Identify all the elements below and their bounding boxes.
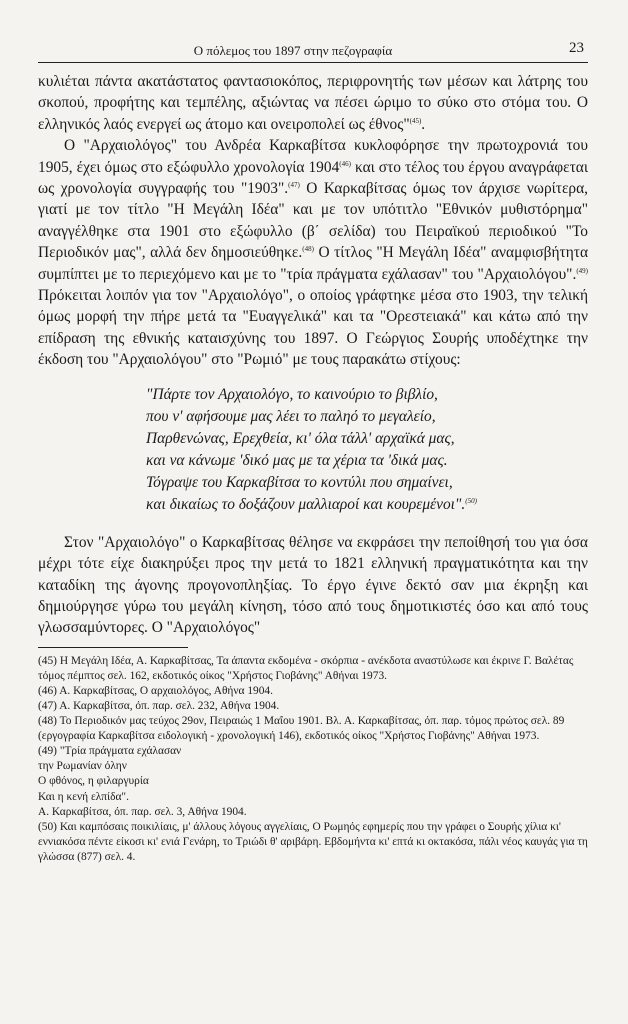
footnote-ref-46: (46)	[339, 159, 351, 168]
footnote-49	[38, 744, 588, 819]
main-text	[38, 71, 588, 639]
page	[38, 40, 588, 865]
paragraph-2: Ο "Αρχαιολόγος" του Ανδρέα Καρκαβίτσα κυκλοφόρησε την πρωτοχρονιά του 1905, έχει όμως στο εξώφυλλο χρονολογία 1904$^{(46)}$ και στο τέλος του έργου αναγράφεται ως χρονολογία συγγραφής του "1903".$^{(47)}$ Ο Καρκαβίτσας όμως τον άρχισε νωρίτερα, γιατί με τον τίτλο "Η Μεγάλη Ιδέα" και με τον υπότιτλο "Εθνικόν μυθιστόρημα" αναγγέλθηκε στα 1901 στο εξώφυλλο (β΄ σελίδα) του Πειραϊκού περιοδικού "Το Περιοδικόν μας", αλλά δεν δημοσιεύθηκε.$^{(48)}$ Ο τίτλος "Η Μεγάλη Ιδέα" αναμφισβήτητα συμπίπτει με το περιεχόμενο και με το "τρία πράγματα εχάλασαν" του "Αρχαιολόγου".$^{(49)}$ Πρόκειται λοιπόν για τον "Αρχαιολόγο", ο οποίος γράφτηκε μέσα στο 1903, την τελική όμως μορφή την πήρε μετά τα "Ευαγγελικά" και τα "Ορεστειακά" και κάτω από την επίδραση της εθνικής καταισχύνης του 1897. Ο Γεώργιος Σουρής υποδέχτηκε την έκδοση του "Αρχαιολόγου" στο "Ρωμιό" με τους παρακάτω στίχους:	[38, 137, 589, 369]
poem-quote	[146, 384, 588, 516]
footnote-48: (48) Το Περιοδικόν μας τεύχος 29ον, Πειραιώς 1 Μαΐου 1901. Βλ. Α. Καρκαβίτσας, όπ. παρ. τόμος πρώτος σελ. 89 (εργογραφία Καρκαβίτσα ειδολογική - χρονολογική 146), εκδοτικός οίκος "Χρήστος Γιοβάνης" Αθήναι 1973.	[38, 715, 565, 743]
paragraph-1: κυλιέται πάντα ακατάστατος φαντασιοκόπος, περιφρονητής των μέσων και λάτρης του σκοπού, προφήτης και τεμπέλης, αξιώντας να πέσει ώριμο το σύκο στο στόμα του. Ο ελληνικός λαός ενεργεί ως άτομο και ονειροπολεί ως έθνος"$^{(45)}$.	[38, 73, 588, 133]
footnote-49-line: Και η κενή ελπίδα".	[38, 790, 129, 803]
footnote-49-line: (49) "Τρία πράγματα εχάλασαν	[38, 745, 182, 758]
poem-line: και να κάνωμε 'δικό μας με τα χέρια τα 'δικά μας.	[146, 451, 448, 469]
footnote-ref-49: (49)	[576, 266, 588, 275]
poem-line: "Πάρτε τον Αρχαιολόγο, το καινούριο το βιβλίο,	[146, 385, 438, 403]
footnote-ref-45: (45)	[409, 116, 422, 125]
footnote-49-line: την Ρωμανίαν όλην	[38, 760, 127, 773]
poem-line: Παρθενώνας, Ερεχθεία, κι' όλα τάλλ' αρχαϊκά μας,	[146, 429, 455, 447]
footnote-ref-47: (47)	[288, 180, 300, 189]
footnote-49-line: Α. Καρκαβίτσα, όπ. παρ. σελ. 3, Αθήνα 1904.	[38, 805, 247, 818]
poem-line-last: και δικαίως το δοξάζουν μαλλιαροί και κουρεμένοι".$^{(50)}$	[146, 495, 477, 513]
footnote-45: (45) Η Μεγάλη Ιδέα, Α. Καρκαβίτσας, Τα άπαντα εκδομένα - σκόρπια - ανέκδοτα αναστύλωσε και έκρινε Γ. Βαλέτας τόμος πέμπτος σελ. 162, εκδοτικός οίκος "Χρήστος Γιοβάνης" Αθήναι 1973.	[38, 654, 574, 682]
footnotes	[38, 654, 588, 865]
footnote-ref-50: (50)	[465, 496, 477, 505]
footnote-46: (46) Α. Καρκαβίτσας, Ο αρχαιολόγος, Αθήνα 1904.	[38, 684, 273, 697]
footnote-separator	[38, 647, 188, 648]
page-header	[38, 40, 588, 63]
paragraph-3: Στον "Αρχαιολόγο" ο Καρκαβίτσας θέλησε να εκφράσει την πεποίθησή του για όσα μέχρι τότε είχε διακηρύξει προς την μετά το 1821 ελληνική πραγματικότητα και την καταδίκη της άγονης προγονοπληξίας. Το έργο έγινε δεκτό σαν μια έκρηξη και δημιούργησε γύρω του μεγάλη κίνηση, τόσο από τους δημοτικιστές όσο και από τους γλωσσαμύντορες. Ο "Αρχαιολόγος"	[38, 533, 588, 637]
poem-line: Τόγραψε του Καρκαβίτσα το κοντύλι που σημαίνει,	[146, 473, 453, 491]
footnote-50: (50) Και καμπόσαις ποικιλίαις, μ' άλλους λόγους αγγελίαις, Ο Ρωμηός εφημερίς που την γράφει ο Σουρής χίλια κι' εννιακόσα πέντε είκοσι κι' ενιά Γενάρη, το Τριώδι θ' αριβάρη. Εβδομήντα κι' επτά κι οκτακόσα, πάλι νέος καυγάς για τη γλώσσα (877) σελ. 4.	[38, 820, 588, 863]
footnote-47: (47) Α. Καρκαβίτσα, όπ. παρ. σελ. 232, Αθήνα 1904.	[38, 700, 280, 712]
running-title: Ο πόλεμος του 1897 στην πεζογραφία	[193, 43, 393, 58]
footnote-49-line: Ο φθόνος, η φιλαργυρία	[38, 775, 149, 788]
poem-line: που ν' αφήσουμε μας λέει το παληό το μεγαλείο,	[146, 407, 436, 425]
footnote-ref-48: (48)	[302, 245, 314, 254]
page-number: 23	[569, 40, 584, 56]
